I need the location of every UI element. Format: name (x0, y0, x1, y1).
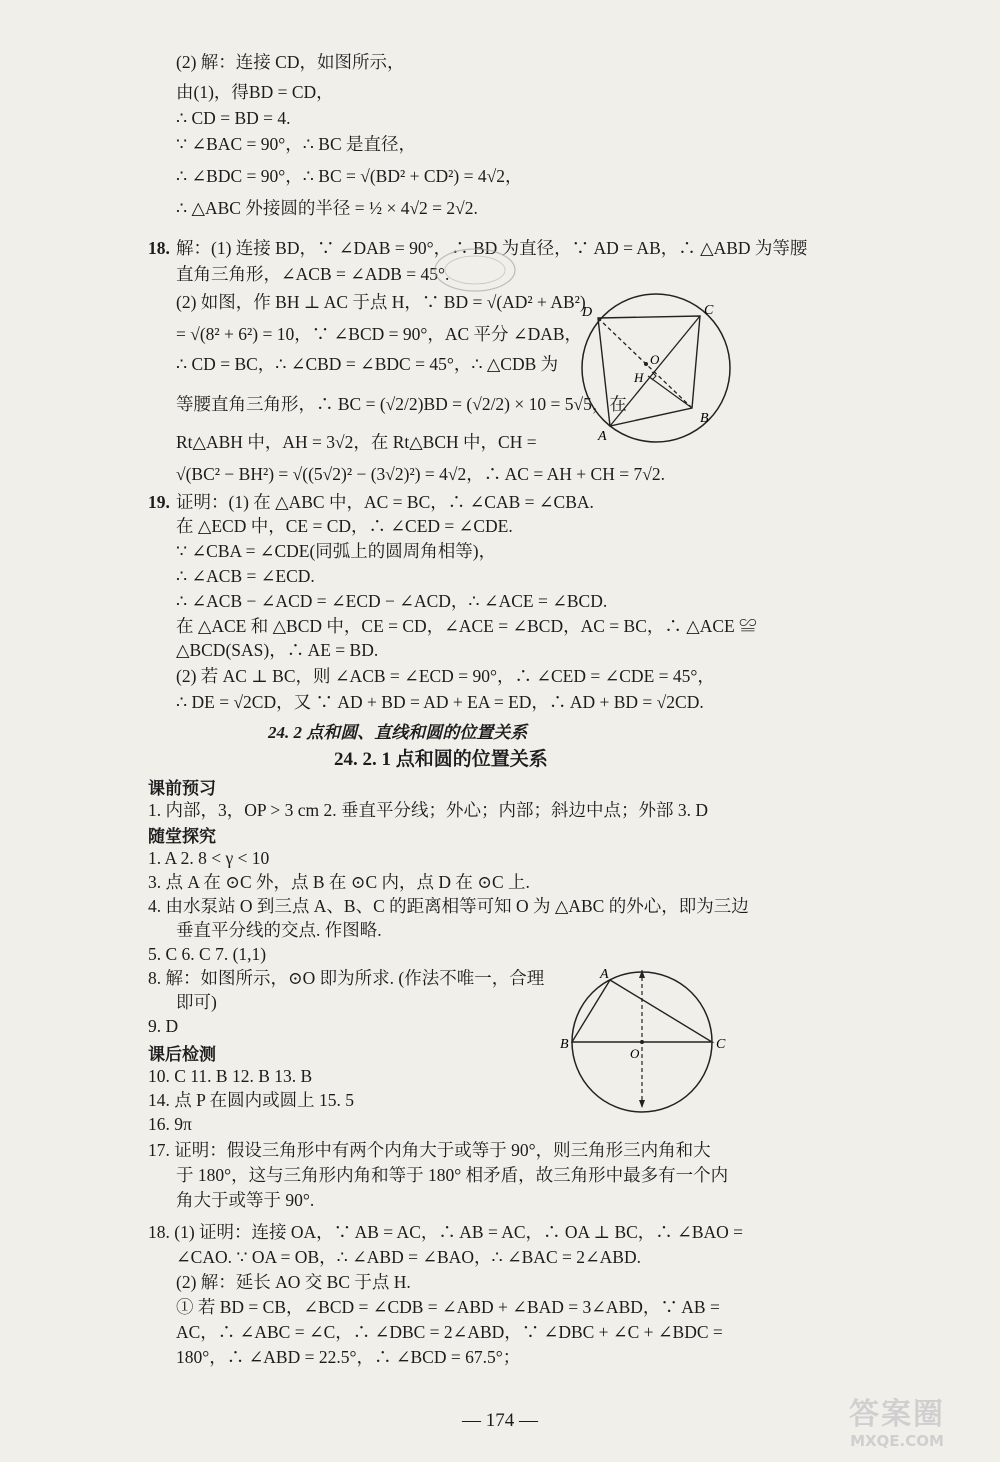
seal-stamp-icon (432, 246, 518, 294)
sol19-line-3: ∵ ∠CBA = ∠CDE(同弧上的圆周角相等)， (176, 541, 497, 561)
section-heading-24-2-1: 24. 2. 1 点和圆的位置关系 (334, 749, 548, 770)
sol19-line-7: △BCD(SAS)，∴ AE = BD. (176, 640, 379, 660)
sol18-line-4: = √(8² + 6²) = 10，∵ ∠BCD = 90°，AC 平分 ∠DAB， (176, 324, 583, 344)
section-heading-24-2: 24. 2 点和圆、直线和圆的位置关系 (268, 723, 528, 742)
sol17-line-6: ∴ △ABC 外接圆的半径 = ½ × 4√2 = 2√2. (176, 198, 478, 218)
sol18-line-7: Rt△ABH 中，AH = 3√2，在 Rt△BCH 中，CH = (176, 432, 537, 452)
label-d: D (582, 305, 593, 320)
center-point-o (644, 362, 648, 366)
arrow-down-icon (639, 1100, 645, 1108)
explore-line-3: 4. 由水泵站 O 到三点 A、B、C 的距离相等可知 O 为 △ABC 的外心，即为三边 (148, 896, 749, 916)
label-b: B (700, 411, 709, 426)
sol19-line-5: ∴ ∠ACB − ∠ACD = ∠ECD − ∠ACD，∴ ∠ACE = ∠BCD. (176, 591, 608, 611)
figure-circle-abc (558, 964, 738, 1114)
figure-circle-abcd (572, 288, 742, 448)
sol19-line-8: (2) 若 AC ⊥ BC，则 ∠ACB = ∠ECD = 90°，∴ ∠CED = ∠CDE = 45°， (176, 666, 715, 686)
sol19-line-2: 在 △ECD 中，CE = CD，∴ ∠CED = ∠CDE. (176, 516, 513, 536)
sol19-line-4: ∴ ∠ACB = ∠ECD. (176, 566, 315, 586)
sol19-line-1: 证明：(1) 在 △ABC 中，AC = BC，∴ ∠CAB = ∠CBA. (176, 492, 594, 512)
explore-line-6: 8. 解：如图所示，⊙O 即为所求. (作法不唯一，合理 (148, 968, 545, 988)
check-line-6: 角大于或等于 90°. (176, 1190, 315, 1210)
check-line-2: 14. 点 P 在圆内或圆上 15. 5 (148, 1090, 354, 1110)
sol19-line-6: 在 △ACE 和 △BCD 中，CE = CD，∠ACE = ∠BCD，AC = BC，∴ △ACE ≌ (176, 616, 757, 636)
sol17-line-3: ∴ CD = BD = 4. (176, 108, 291, 128)
check-line-3: 16. 9π (148, 1114, 192, 1134)
explore-line-4: 垂直平分线的交点. 作图略. (176, 920, 382, 940)
explore-line-5: 5. C 6. C 7. (1,1) (148, 944, 267, 964)
sol18-line-8: √(BC² − BH²) = √((5√2)² − (3√2)²) = 4√2，∴ AC = AH + CH = 7√2. (176, 464, 665, 484)
explore-line-7: 即可) (176, 992, 217, 1012)
check-line-5: 于 180°，这与三角形内角和等于 180° 相矛盾，故三角形中最多有一个内 (176, 1165, 729, 1185)
sol19-number: 19. (148, 492, 170, 512)
preview-title: 课前预习 (148, 779, 216, 798)
label-c: C (716, 1037, 726, 1052)
center-point-o (640, 1040, 644, 1044)
check-line-4: 17. 证明：假设三角形中有两个内角大于或等于 90°，则三角形三内角和大 (148, 1140, 711, 1160)
page-number: — 174 — (462, 1410, 538, 1431)
sol17-line-2: 由(1)，得BD = CD， (176, 82, 334, 102)
sol18-line-2: 直角三角形，∠ACB = ∠ADB = 45°. (176, 264, 450, 284)
triangle-abc (572, 980, 712, 1042)
check-line-10: ① 若 BD = CB，∠BCD = ∠CDB = ∠ABD + ∠BAD = 3∠ABD，∵ AB = (176, 1297, 720, 1317)
check-line-9: (2) 解：延长 AO 交 BC 于点 H. (176, 1272, 411, 1292)
check-line-8: ∠CAO. ∵ OA = OB，∴ ∠ABD = ∠BAO，∴ ∠BAC = 2∠ABD. (176, 1247, 641, 1267)
label-a: A (598, 429, 607, 444)
arrow-up-icon (639, 970, 645, 978)
preview-line-1: 1. 内部，3，OP > 3 cm 2. 垂直平分线；外心；内部；斜边中点；外部 3. D (148, 800, 708, 820)
check-title: 课后检测 (148, 1045, 216, 1064)
label-b: B (560, 1037, 569, 1052)
label-o: O (630, 1046, 640, 1061)
segment-bh (648, 376, 692, 408)
label-o: O (650, 352, 660, 367)
explore-line-8: 9. D (148, 1016, 179, 1036)
check-line-12: 180°，∴ ∠ABD = 22.5°，∴ ∠BCD = 67.5°； (176, 1347, 521, 1367)
check-line-11: AC，∴ ∠ABC = ∠C，∴ ∠DBC = 2∠ABD，∵ ∠DBC + ∠C + ∠BDC = (176, 1322, 723, 1342)
explore-line-1: 1. A 2. 8 < γ < 10 (148, 848, 270, 868)
sol17-line-5: ∴ ∠BDC = 90°，∴ BC = √(BD² + CD²) = 4√2， (176, 166, 523, 186)
check-line-1: 10. C 11. B 12. B 13. B (148, 1066, 313, 1086)
label-a: A (600, 967, 609, 982)
sol17-line-4: ∵ ∠BAC = 90°，∴ BC 是直径， (176, 134, 417, 154)
sol18-line-1: 解：(1) 连接 BD，∵ ∠DAB = 90°，∴ BD 为直径，∵ AD = AB，∴ △ABD 为等腰 (176, 238, 808, 258)
sol19-line-9: ∴ DE = √2CD，又 ∵ AD + BD = AD + EA = ED，∴ AD + BD = √2CD. (176, 692, 704, 712)
sol18-line-3: (2) 如图，作 BH ⊥ AC 于点 H，∵ BD = √(AD² + AB²) (176, 292, 586, 312)
label-c: C (704, 303, 714, 318)
explore-line-2: 3. 点 A 在 ⊙C 外，点 B 在 ⊙C 内，点 D 在 ⊙C 上. (148, 872, 530, 892)
sol17-line-1: (2) 解：连接 CD，如图所示， (176, 52, 405, 72)
explore-title: 随堂探究 (148, 827, 216, 846)
sol18-line-6: 等腰直角三角形，∴ BC = (√2/2)BD = (√2/2) × 10 = 5√5，在 (176, 394, 627, 414)
watermark-logo (812, 1398, 982, 1454)
watermark-bottom: MXQE.COM (850, 1432, 944, 1450)
watermark-top: 答案圈 (849, 1397, 945, 1432)
sol18-line-5: ∴ CD = BC，∴ ∠CBD = ∠BDC = 45°，∴ △CDB 为 (176, 354, 559, 374)
sol18-number: 18. (148, 238, 170, 258)
label-h: H (634, 370, 644, 385)
check-line-7: 18. (1) 证明：连接 OA，∵ AB = AC，∴ AB = AC，∴ OA ⊥ BC，∴ ∠BAO = (148, 1222, 744, 1242)
